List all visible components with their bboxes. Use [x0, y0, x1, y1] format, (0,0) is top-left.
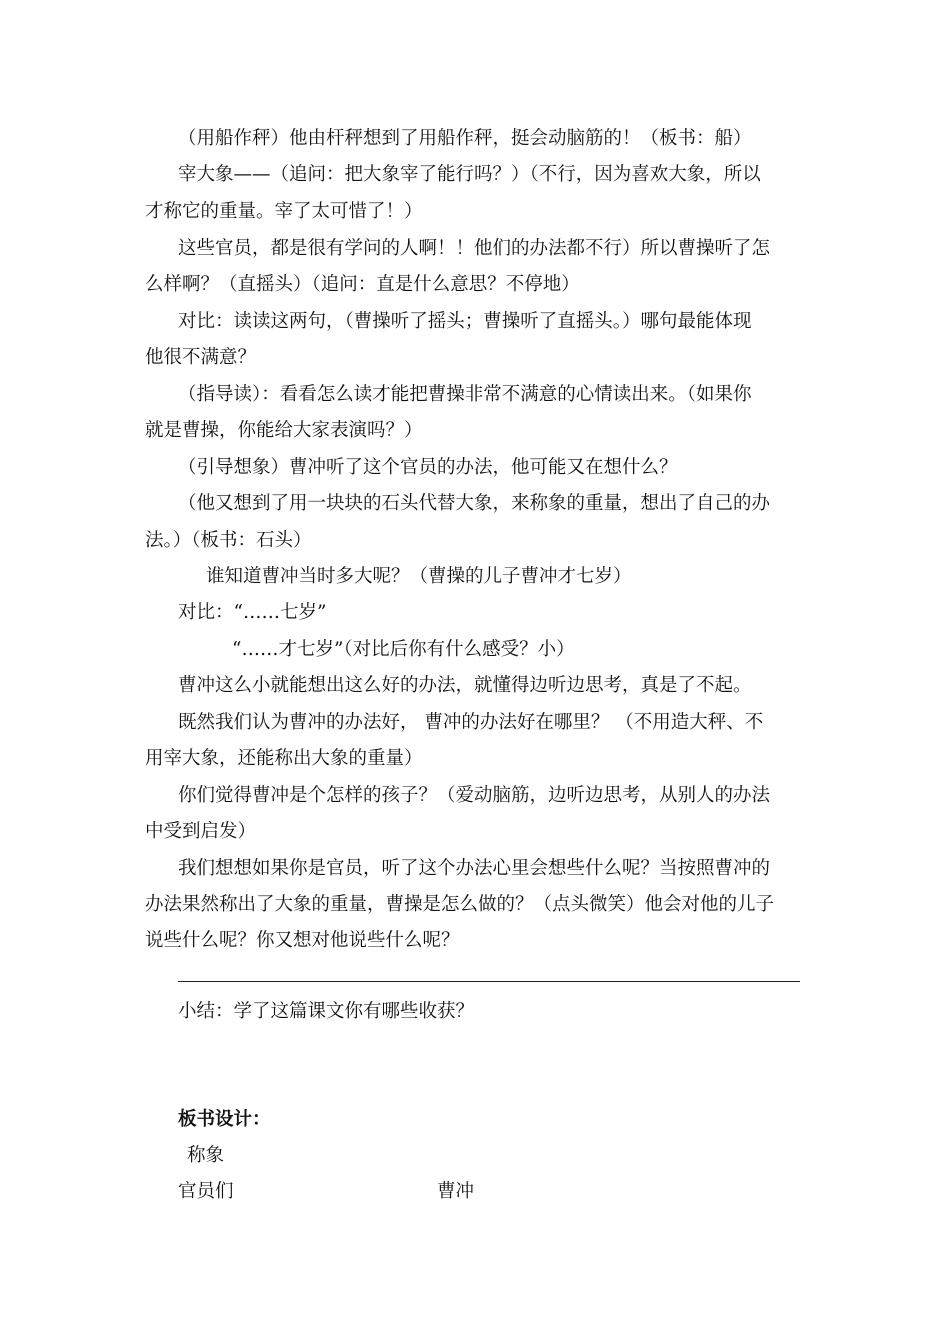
text-line: 说些什么呢？你又想对他说些什么呢？ [145, 930, 460, 951]
text-line: 他很不满意？ [145, 347, 257, 368]
text-line: “……才七岁”（对比后你有什么感受？小） [232, 639, 575, 660]
text-line: （用船作秤）他由杆秤想到了用船作秤，挺会动脑筋的！（板书：船） [178, 128, 752, 149]
text-line: 你们觉得曹冲是个怎样的孩子？（爱动脑筋，边听边思考，从别人的办法 [178, 785, 771, 806]
text-line: （引导想象）曹冲听了这个官员的办法，他可能又在想什么？ [178, 457, 678, 478]
text-line: （他又想到了用一块块的石头代替大象，来称象的重量，想出了自己的办 [178, 493, 771, 514]
board-title: 称象 [187, 1145, 225, 1166]
text-line: 么样啊？（直摇头）（追问：直是什么意思？不停地） [145, 274, 580, 295]
board-right-label: 曹冲 [437, 1181, 475, 1202]
summary-line: 小结：学了这篇课文你有哪些收获？ [178, 1001, 475, 1022]
text-line: 谁知道曹冲当时多大呢？（曹操的儿子曹冲才七岁） [206, 566, 632, 587]
text-line: 就是曹操，你能给大家表演吗？） [145, 420, 423, 441]
text-line: 这些官员，都是很有学问的人啊！！他们的办法都不行）所以曹操听了怎 [178, 238, 771, 259]
text-line: （指导读）：看看怎么读才能把曹操非常不满意的心情读出来。（如果你 [178, 384, 752, 405]
board-left-label: 官员们 [178, 1181, 234, 1202]
text-line: 才称它的重量。宰了太可惜了！） [145, 201, 423, 222]
text-line: 对比：“……七岁” [178, 602, 327, 623]
board-design-heading: 板书设计： [178, 1109, 271, 1130]
text-line: 宰大象——（追问：把大象宰了能行吗？）（不行，因为喜欢大象，所以 [178, 164, 761, 185]
text-line: 中受到启发） [145, 821, 257, 842]
horizontal-divider [178, 981, 800, 982]
text-line: 用宰大象，还能称出大象的重量） [145, 748, 423, 769]
text-line: 对比：读读这两句，（曹操听了摇头；曹操听了直摇头。）哪句最能体现 [178, 311, 752, 332]
text-line: 办法果然称出了大象的重量，曹操是怎么做的？（点头微笑）他会对他的儿子 [145, 894, 775, 915]
text-line: 曹冲这么小就能想出这么好的办法，就懂得边听边思考，真是了不起。 [178, 675, 752, 696]
text-line: 法。）（板书：石头） [145, 530, 312, 551]
text-line: 我们想想如果你是官员，听了这个办法心里会想些什么呢？当按照曹冲的 [178, 858, 771, 879]
text-line: 既然我们认为曹冲的办法好， 曹冲的办法好在哪里？ （不用造大秤、不 [178, 712, 764, 733]
